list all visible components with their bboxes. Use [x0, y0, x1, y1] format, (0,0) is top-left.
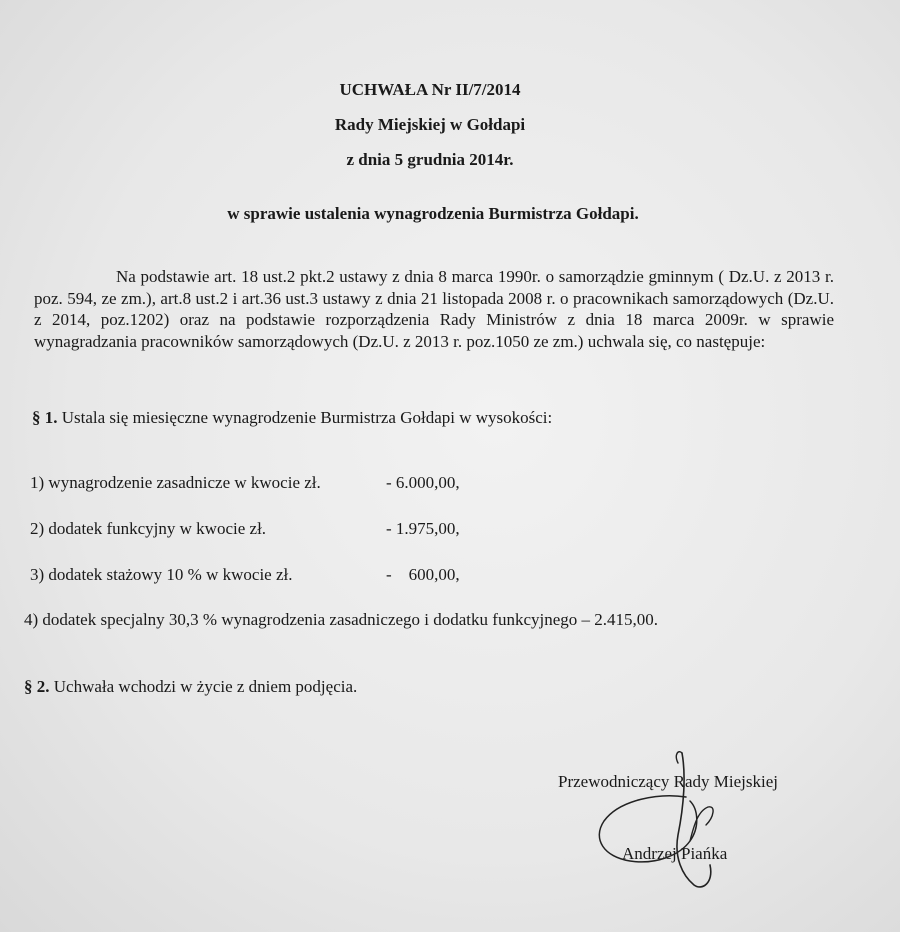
section-2 — [24, 677, 357, 697]
resolution-number: UCHWAŁA Nr II/7/2014 — [339, 80, 521, 99]
salary-item — [30, 519, 460, 539]
section-2-text: Uchwała wchodzi w życie z dniem podjęcia. — [53, 677, 358, 696]
salary-item — [30, 473, 460, 493]
salary-item-label: 1) wynagrodzenie zasadnicze w kwocie zł. — [30, 473, 321, 492]
resolution-subject: w sprawie ustalenia wynagrodzenia Burmistrza Gołdapi. — [227, 204, 639, 223]
section-1-mark: § 1. — [32, 408, 58, 427]
handwritten-signature — [590, 745, 750, 895]
salary-item-value: - 600,00, — [386, 565, 460, 584]
salary-item — [24, 610, 658, 630]
section-1-text: Ustala się miesięczne wynagrodzenie Burmistrza Gołdapi w wysokości: — [61, 408, 553, 427]
salary-item-value: - 6.000,00, — [386, 473, 460, 492]
resolution-header — [0, 72, 860, 177]
salary-item-value: - 1.975,00, — [386, 519, 460, 538]
section-2-mark: § 2. — [24, 677, 50, 696]
salary-item-label: 4) dodatek specjalny 30,3 % wynagrodzenia zasadniczego i dodatku funkcyjnego – 2.415,00. — [24, 610, 659, 629]
signatory-title: Przewodniczący Rady Miejskiej — [558, 772, 778, 791]
resolution-date: z dnia 5 grudnia 2014r. — [346, 150, 514, 169]
salary-item — [30, 565, 460, 585]
signatory-name: Andrzej Piańka — [622, 844, 728, 863]
section-1 — [32, 408, 552, 428]
salary-item-label: 2) dodatek funkcyjny w kwocie zł. — [30, 519, 267, 538]
council-name: Rady Miejskiej w Gołdapi — [334, 115, 526, 134]
salary-item-label: 3) dodatek stażowy 10 % w kwocie zł. — [30, 565, 293, 584]
preamble-paragraph: Na podstawie art. 18 ust.2 pkt.2 ustawy z dnia 8 marca 1990r. o samorządzie gminnym ( Dz.U. z 2013 r. poz. 594, ze zm.), art.8 ust.2 i art.36 ust.3 ustawy z dnia 21 listopada 2008 r. o pracownikach samorządowych (Dz.U. z 2014, poz.1202) oraz na podstawie rozporządzenia Rady Ministrów z dnia 18 marca 2009r. w sprawie wynagradzania pracowników samorządowych (Dz.U. z 2013 r. poz.1050 ze zm.) uchwala się, co następuje: — [34, 267, 834, 351]
